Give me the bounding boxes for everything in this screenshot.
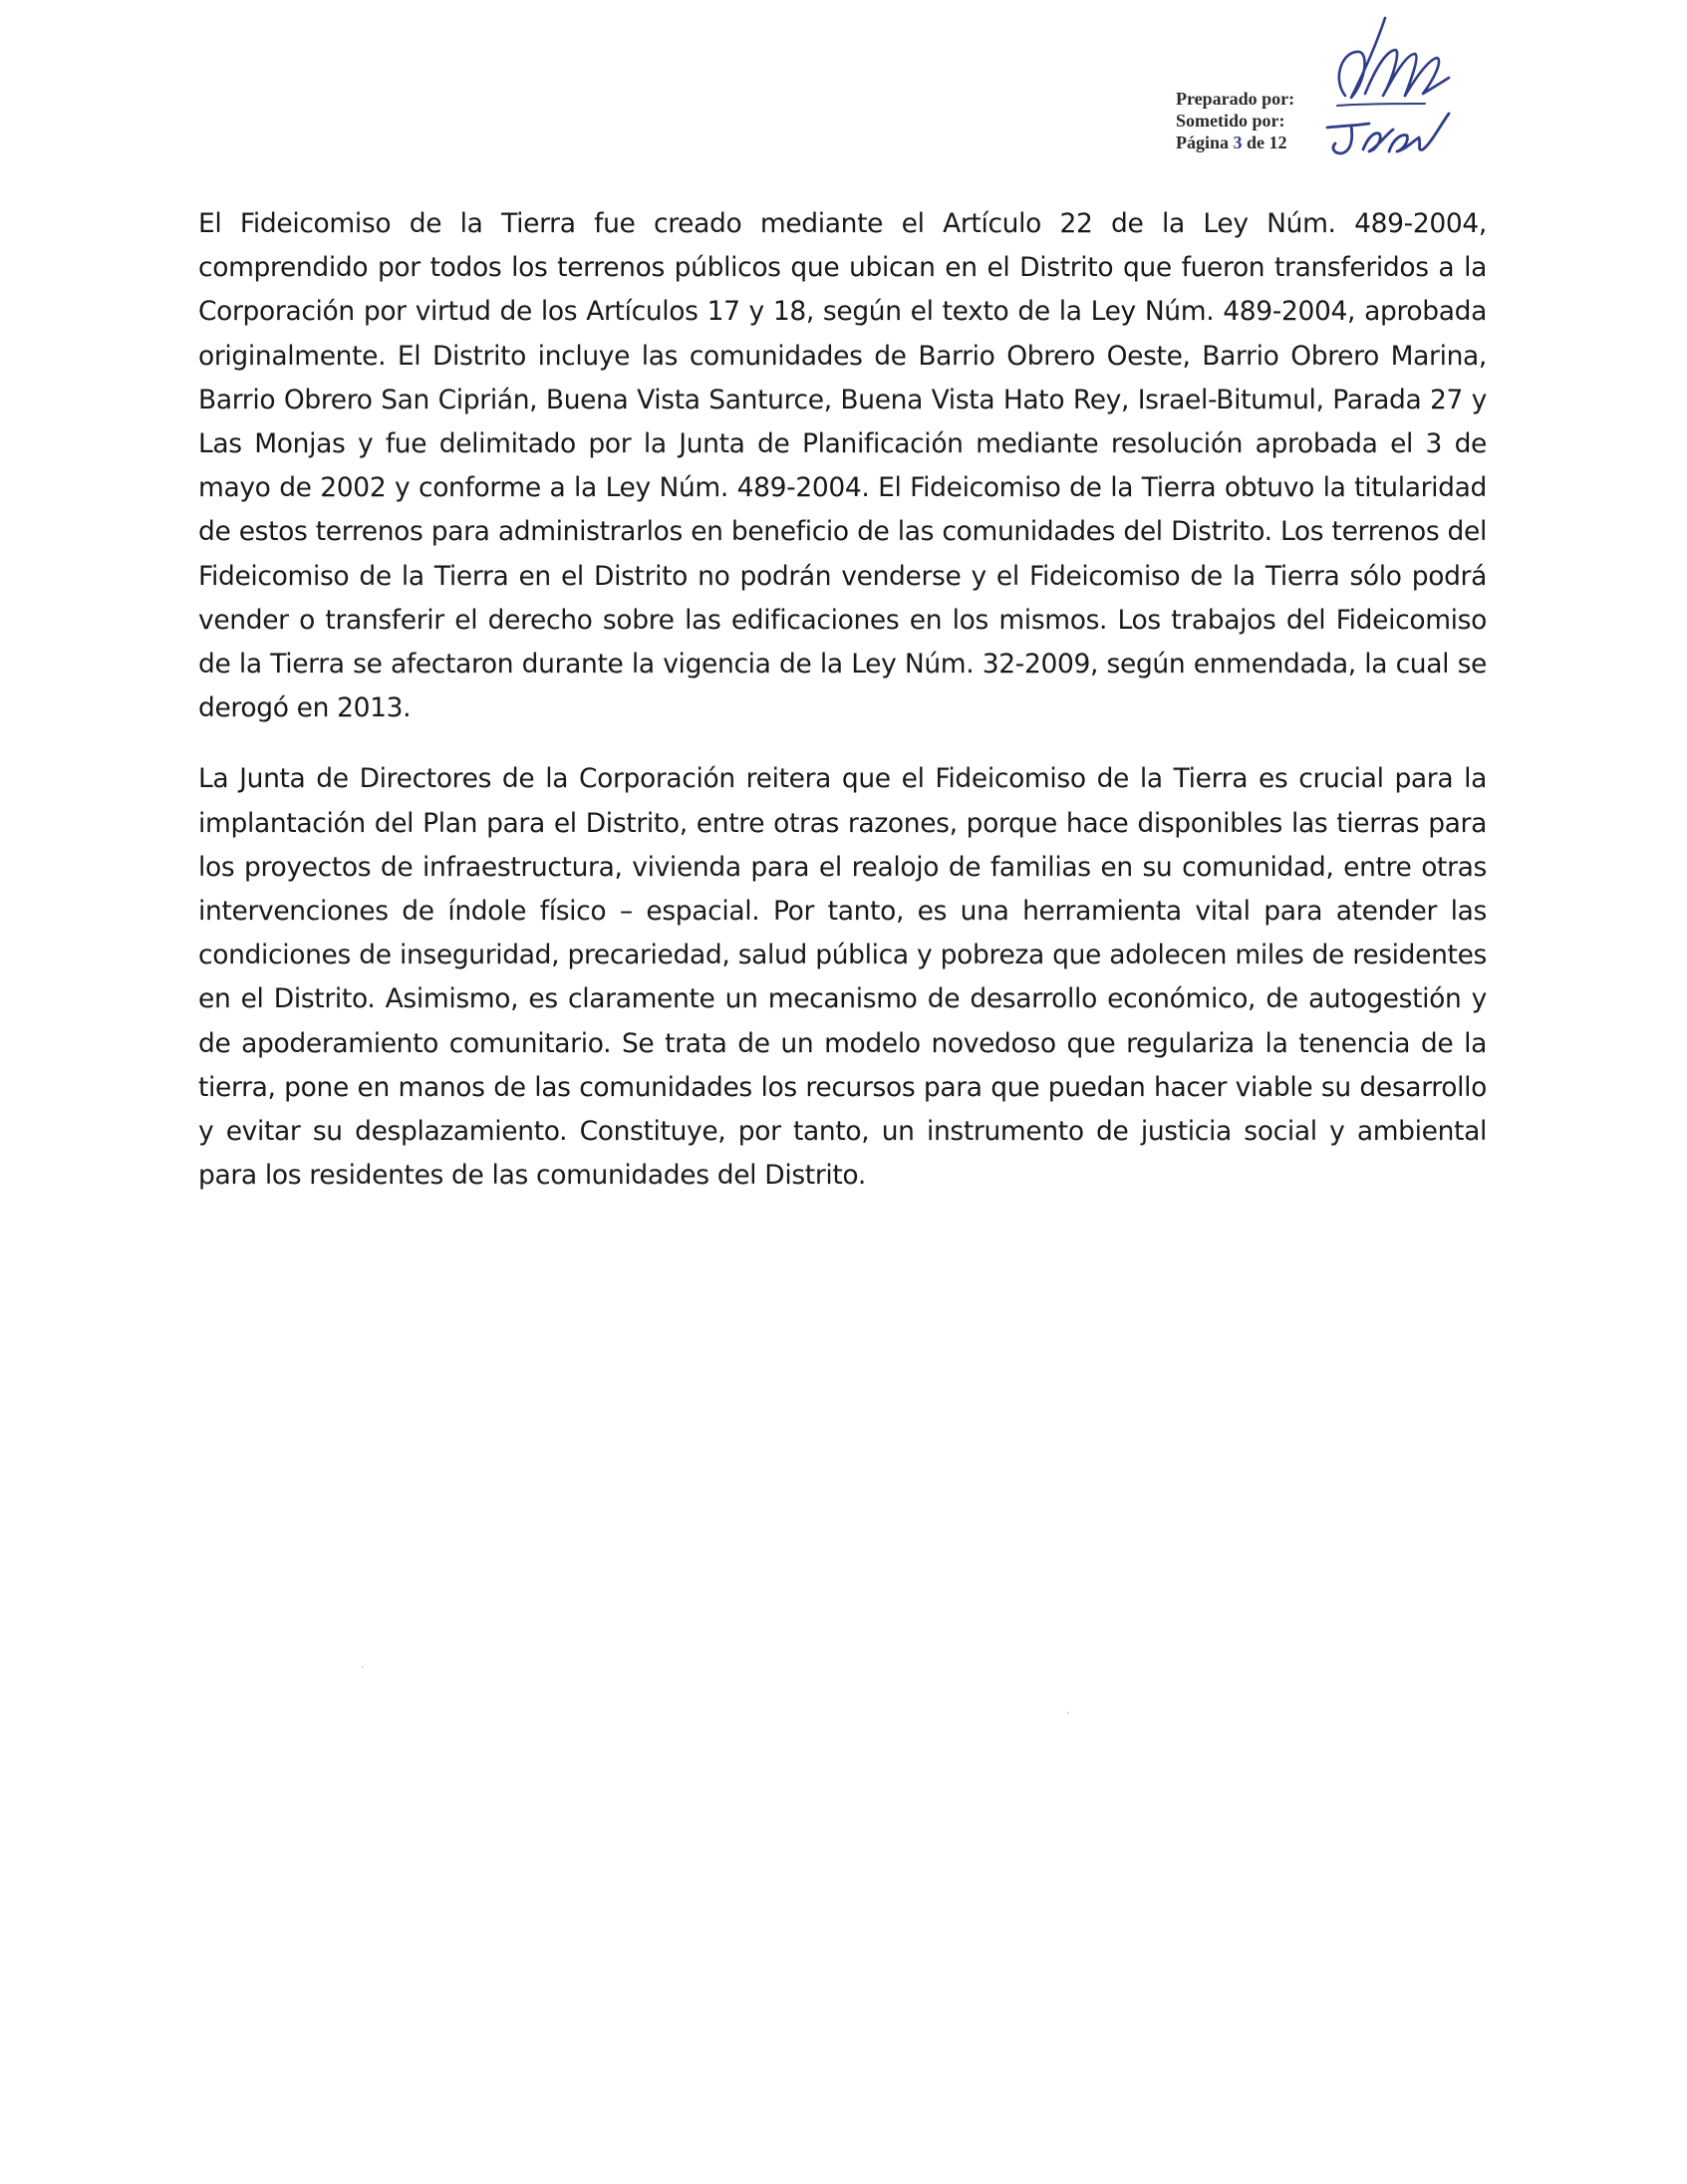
paragraph-land-trust-creation: El Fideicomiso de la Tierra fue creado mediante el Artículo 22 de la Ley Núm. 489-2004, comprendido por todos los terrenos públicos que ubican en el Distrito que fueron transferidos a la Corporación por virtud de los Artículos 17 y 18, según el texto de la Ley Núm. 489-2004, aprobada originalmente. El Distrito incluye las comunidades de Barrio Obrero Oeste, Barrio Obrero Marina, Barrio Obrero San Ciprián, Buena Vista Santurce, Buena Vista Hato Rey, Israel-Bitumul, Parada 27 y Las Monjas y fue delimitado por la Junta de Planificación mediante resolución aprobada el 3 de mayo de 2002 y conforme a la Ley Núm. 489-2004. El Fideicomiso de la Tierra obtuvo la titularidad de estos terrenos para administrarlos en beneficio de las comunidades del Distrito. Los terrenos del Fideicomiso de la Tierra en el Distrito no podrán venderse y el Fideicomiso de la Tierra sólo podrá vender o transferir el derecho sobre las edificaciones en los mismos. Los trabajos del Fideicomiso de la Tierra se afectaron durante la vigencia de la Ley Núm. 32-2009, según enmendada, la cual se derogó en 2013. (198, 208, 1487, 724)
header-labels (1176, 88, 1294, 153)
submitted-signature-icon (1323, 106, 1453, 165)
prepared-by-label: Preparado por: (1176, 89, 1295, 109)
page-of: de (1247, 133, 1265, 152)
page-header (1176, 88, 1475, 177)
prepared-signature-icon (1325, 8, 1455, 118)
paragraph-board-reiteration: La Junta de Directores de la Corporación reitera que el Fideicomiso de la Tierra es crucial para la implantación del Plan para el Distrito, entre otras razones, porque hace disponibles las tierras para los proyectos de infraestructura, vivienda para el realojo de familias en su comunidad, entre otras intervenciones de índole físico – espacial. Por tanto, es una herramienta vital para atender las condiciones de inseguridad, precariedad, salud pública y pobreza que adolecen miles de residentes en el Distrito. Asimismo, es claramente un mecanismo de desarrollo económico, de autogestión y de apoderamiento comunitario. Se trata de un modelo novedoso que regulariza la tenencia de la tierra, pone en manos de las comunidades los recursos para que puedan hacer viable su desarrollo y evitar su desplazamiento. Constituye, por tanto, un instrumento de justicia social y ambiental para los residentes de las comunidades del Distrito. (198, 763, 1487, 1192)
submitted-by-label: Sometido por: (1176, 111, 1285, 131)
page-current: 3 (1233, 133, 1243, 152)
document-body (198, 202, 1487, 1225)
page-word: Página (1176, 133, 1230, 152)
page-total: 12 (1268, 133, 1287, 152)
page-number (1176, 132, 1294, 153)
scan-speck (362, 1666, 364, 1668)
scan-speck (1067, 1712, 1069, 1714)
